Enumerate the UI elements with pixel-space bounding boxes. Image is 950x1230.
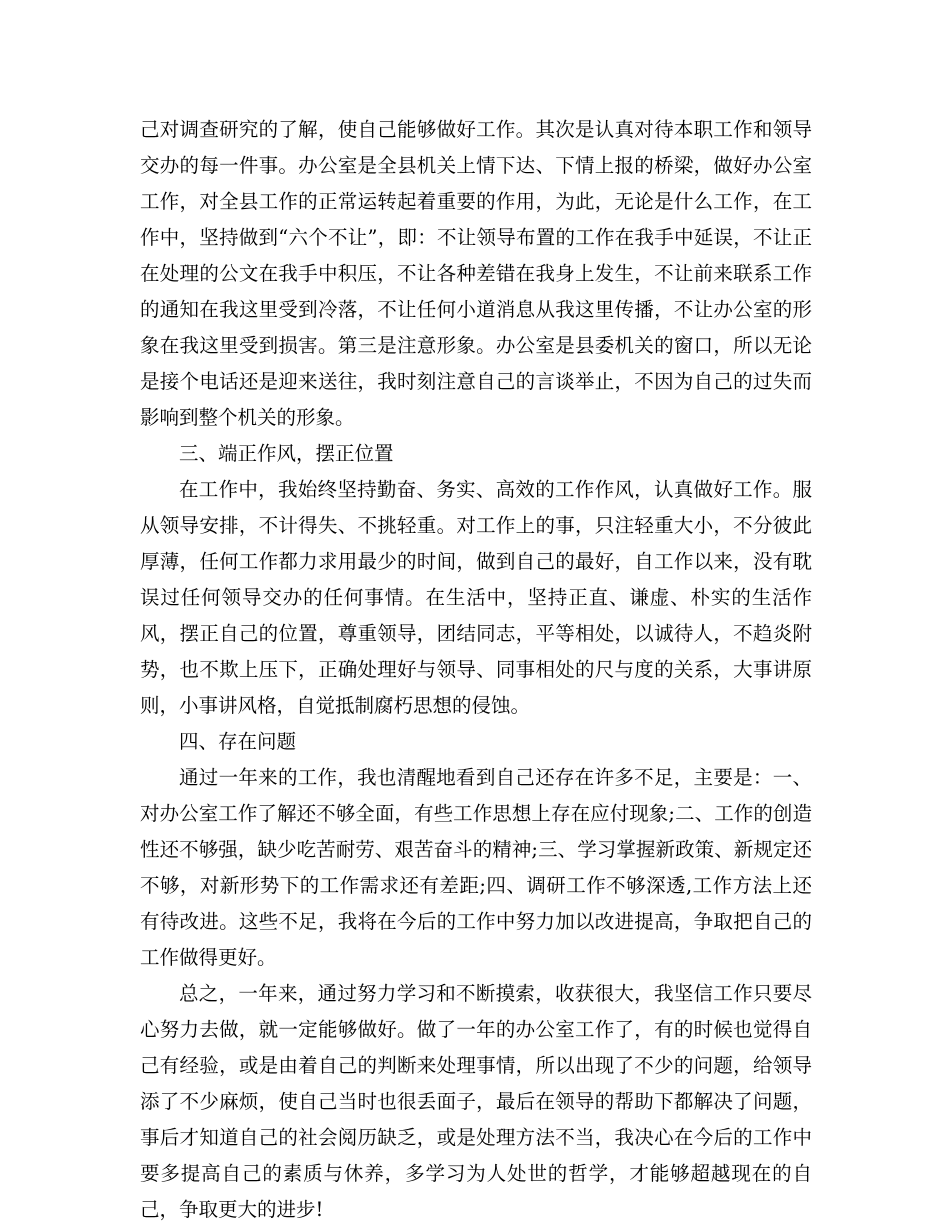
section-heading-four: 四、存在问题	[179, 730, 297, 753]
paragraph-continued: 己对调查研究的了解，使自己能够做好工作。其次是认真对待本职工作和领导交办的每一件事。办公室是全县机关上情下达、下情上报的桥梁，做好办公室工作，对全县工作的正常运转起着重要的作用，为此，无论是什么工作，在工作中，坚持做到“六个不让”，即：不让领导布置的工作在我手中延误，不让正在处理的公文在我手中积压，不让各种差错在我身上发生，不让前来联系工作的通知在我这里受到冷落，不让任何小道消息从我这里传播，不让办公室的形象在我这里受到损害。第三是注意形象。办公室是县委机关的窗口，所以无论是接个电话还是迎来送往，我时刻注意自己的言谈举止，不因为自己的过失而影响到整个机关的形象。	[140, 118, 812, 429]
document-body	[140, 112, 812, 1228]
paragraph-conclusion: 总之，一年来，通过努力学习和不断摸索，收获很大，我坚信工作只要尽心努力去做，就一定能够做好。做了一年的办公室工作了，有的时候也觉得自己有经验，或是由着自己的判断来处理事情，所以出现了不少的问题，给领导添了不少麻烦，使自己当时也很丢面子，最后在领导的帮助下都解决了问题，事后才知道自己的社会阅历缺乏，或是处理方法不当，我决心在今后的工作中要多提高自己的素质与休养，多学习为人处世的哲学，才能够超越现在的自己，争取更大的进步!	[140, 982, 812, 1221]
paragraph-problems: 通过一年来的工作，我也清醒地看到自己还存在许多不足，主要是：一、对办公室工作了解还不够全面，有些工作思想上存在应付现象;二、工作的创造性还不够强，缺少吃苦耐劳、艰苦奋斗的精神;三、学习掌握新政策、新规定还不够，对新形势下的工作需求还有差距;四、调研工作不够深透,工作方法上还有待改进。这些不足，我将在今后的工作中努力加以改进提高，争取把自己的工作做得更好。	[140, 766, 812, 969]
paragraph-work-style: 在工作中，我始终坚持勤奋、务实、高效的工作作风，认真做好工作。服从领导安排，不计得失、不挑轻重。对工作上的事，只注轻重大小，不分彼此厚薄，任何工作都力求用最少的时间，做到自己的最好，自工作以来，没有耽误过任何领导交办的任何事情。在生活中，坚持正直、谦虚、朴实的生活作风，摆正自己的位置，尊重领导，团结同志，平等相处，以诚待人，不趋炎附势，也不欺上压下，正确处理好与领导、同事相处的尺与度的关系，大事讲原则，小事讲风格，自觉抵制腐朽思想的侵蚀。	[140, 478, 812, 717]
section-heading-three: 三、端正作风，摆正位置	[179, 442, 394, 465]
